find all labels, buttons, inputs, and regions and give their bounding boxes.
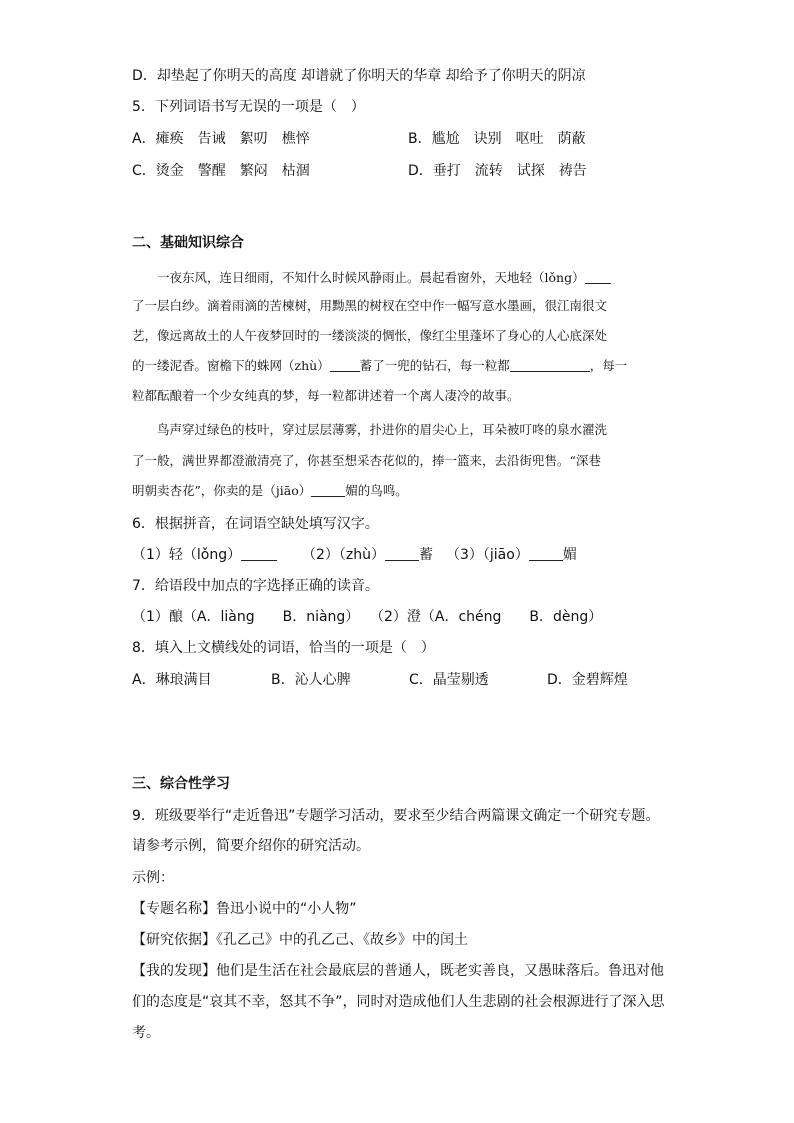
answer-blank[interactable] [241, 546, 277, 561]
q9-stem-line: 9．班级要举行“走近鲁迅”专题学习活动，要求至少结合两篇课文确定一个研究专题。 [132, 808, 660, 824]
answer-blank[interactable] [585, 269, 611, 284]
q7-stem: 7．给语段中加点的字选择正确的读音。 [132, 578, 379, 594]
passage-line: 了一层白纱。滴着雨滴的苦楝树，用黝黑的树杈在空中作一幅写意水墨画，很江南很文 [132, 298, 608, 313]
answer-blank[interactable] [529, 546, 563, 561]
q5-option-a: A．瘫痪 告诫 絮叨 樵悴 [132, 131, 310, 147]
q6-item-3: （3）（jiāo） 媚 [446, 547, 577, 563]
q7-item-1: （1）酿（A．liàng B．niàng） [132, 609, 360, 625]
passage-line: 粒都酝酿着一个少女纯真的梦，每一粒都讲述着一个离人凄冷的故事。 [132, 388, 520, 403]
section-3-heading: 三、综合性学习 [132, 776, 230, 792]
q8-option-d: D．金碧辉煌 [547, 672, 628, 688]
q8-option-c: C．晶莹剔透 [409, 672, 489, 688]
example-label: 示例： [132, 870, 174, 886]
passage-line: 明朝卖杏花”，你卖的是（jiāo） 媚的鸟鸣。 [132, 483, 408, 498]
passage-line: 了一般，满世界都澄澈清亮了，你甚至想采杏花似的，捧一篮来，去沿街兜售。“深巷 [132, 453, 601, 468]
answer-blank[interactable] [330, 357, 360, 372]
q5-option-c: C．烫金 警醒 繁闷 枯涸 [132, 163, 310, 179]
q6-item-1: （1）轻（lǒng） [132, 545, 277, 565]
q5-option-d: D．垂打 流转 试探 祷告 [408, 163, 587, 179]
q5-option-b: B．尴尬 诀别 呕吐 荫蔽 [408, 131, 586, 147]
answer-blank[interactable] [510, 357, 590, 372]
passage-line: 的一缕泥香。窗檐下的蛛网（zhù） 蓄了一兜的钻石，每一粒都 ，每一 [132, 358, 628, 373]
passage-line: 鸟声穿过绿色的枝叶，穿过层层薄雾，扑进你的眉尖心上，耳朵被叮咚的泉水濯洗 [132, 422, 608, 437]
q7-item-2: （2）澄（A．chéng B．dèng） [370, 609, 603, 625]
q8-option-a: A．琳琅满目 [132, 672, 212, 688]
passage-line: 一夜东风，连日细雨，不知什么时候风静雨止。晨起看窗外，天地轻（lǒng） [132, 268, 611, 288]
q4-option-d: D．却垫起了你明天的高度 却谱就了你明天的华章 却给予了你明天的阴凉 [132, 68, 586, 84]
example-topic: 【专题名称】鲁迅小说中的“小人物” [132, 901, 357, 917]
answer-blank[interactable] [311, 482, 345, 497]
example-finding-line: 【我的发现】他们是生活在社会最底层的普通人，既老实善良，又愚昧落后。鲁迅对他 [132, 963, 664, 979]
q5-stem: 5．下列词语书写无误的一项是（ ） [132, 99, 365, 115]
example-finding-line: 们的态度是“哀其不幸，怒其不争”，同时对造成他们人生悲剧的社会根源进行了深入思 [132, 994, 665, 1010]
q9-stem-line: 请参考示例，简要介绍你的研究活动。 [132, 838, 370, 854]
passage-line: 艺，像远离故土的人午夜梦回时的一缕淡淡的惆怅，像红尘里蓬坏了身心的人心底深处 [132, 328, 608, 343]
q6-stem: 6．根据拼音，在词语空缺处填写汉字。 [132, 516, 379, 532]
q8-option-b: B．沁人心脾 [271, 672, 351, 688]
q6-item-2: （2）（zhù） 蓄 [302, 547, 434, 563]
q8-stem: 8．填入上文横线处的词语，恰当的一项是（ ） [132, 640, 435, 656]
answer-blank[interactable] [385, 546, 419, 561]
example-basis: 【研究依据】《孔乙己》中的孔乙己、《故乡》中的闰土 [132, 932, 468, 948]
example-finding-line: 考。 [132, 1025, 160, 1041]
section-2-heading: 二、基础知识综合 [132, 235, 244, 251]
